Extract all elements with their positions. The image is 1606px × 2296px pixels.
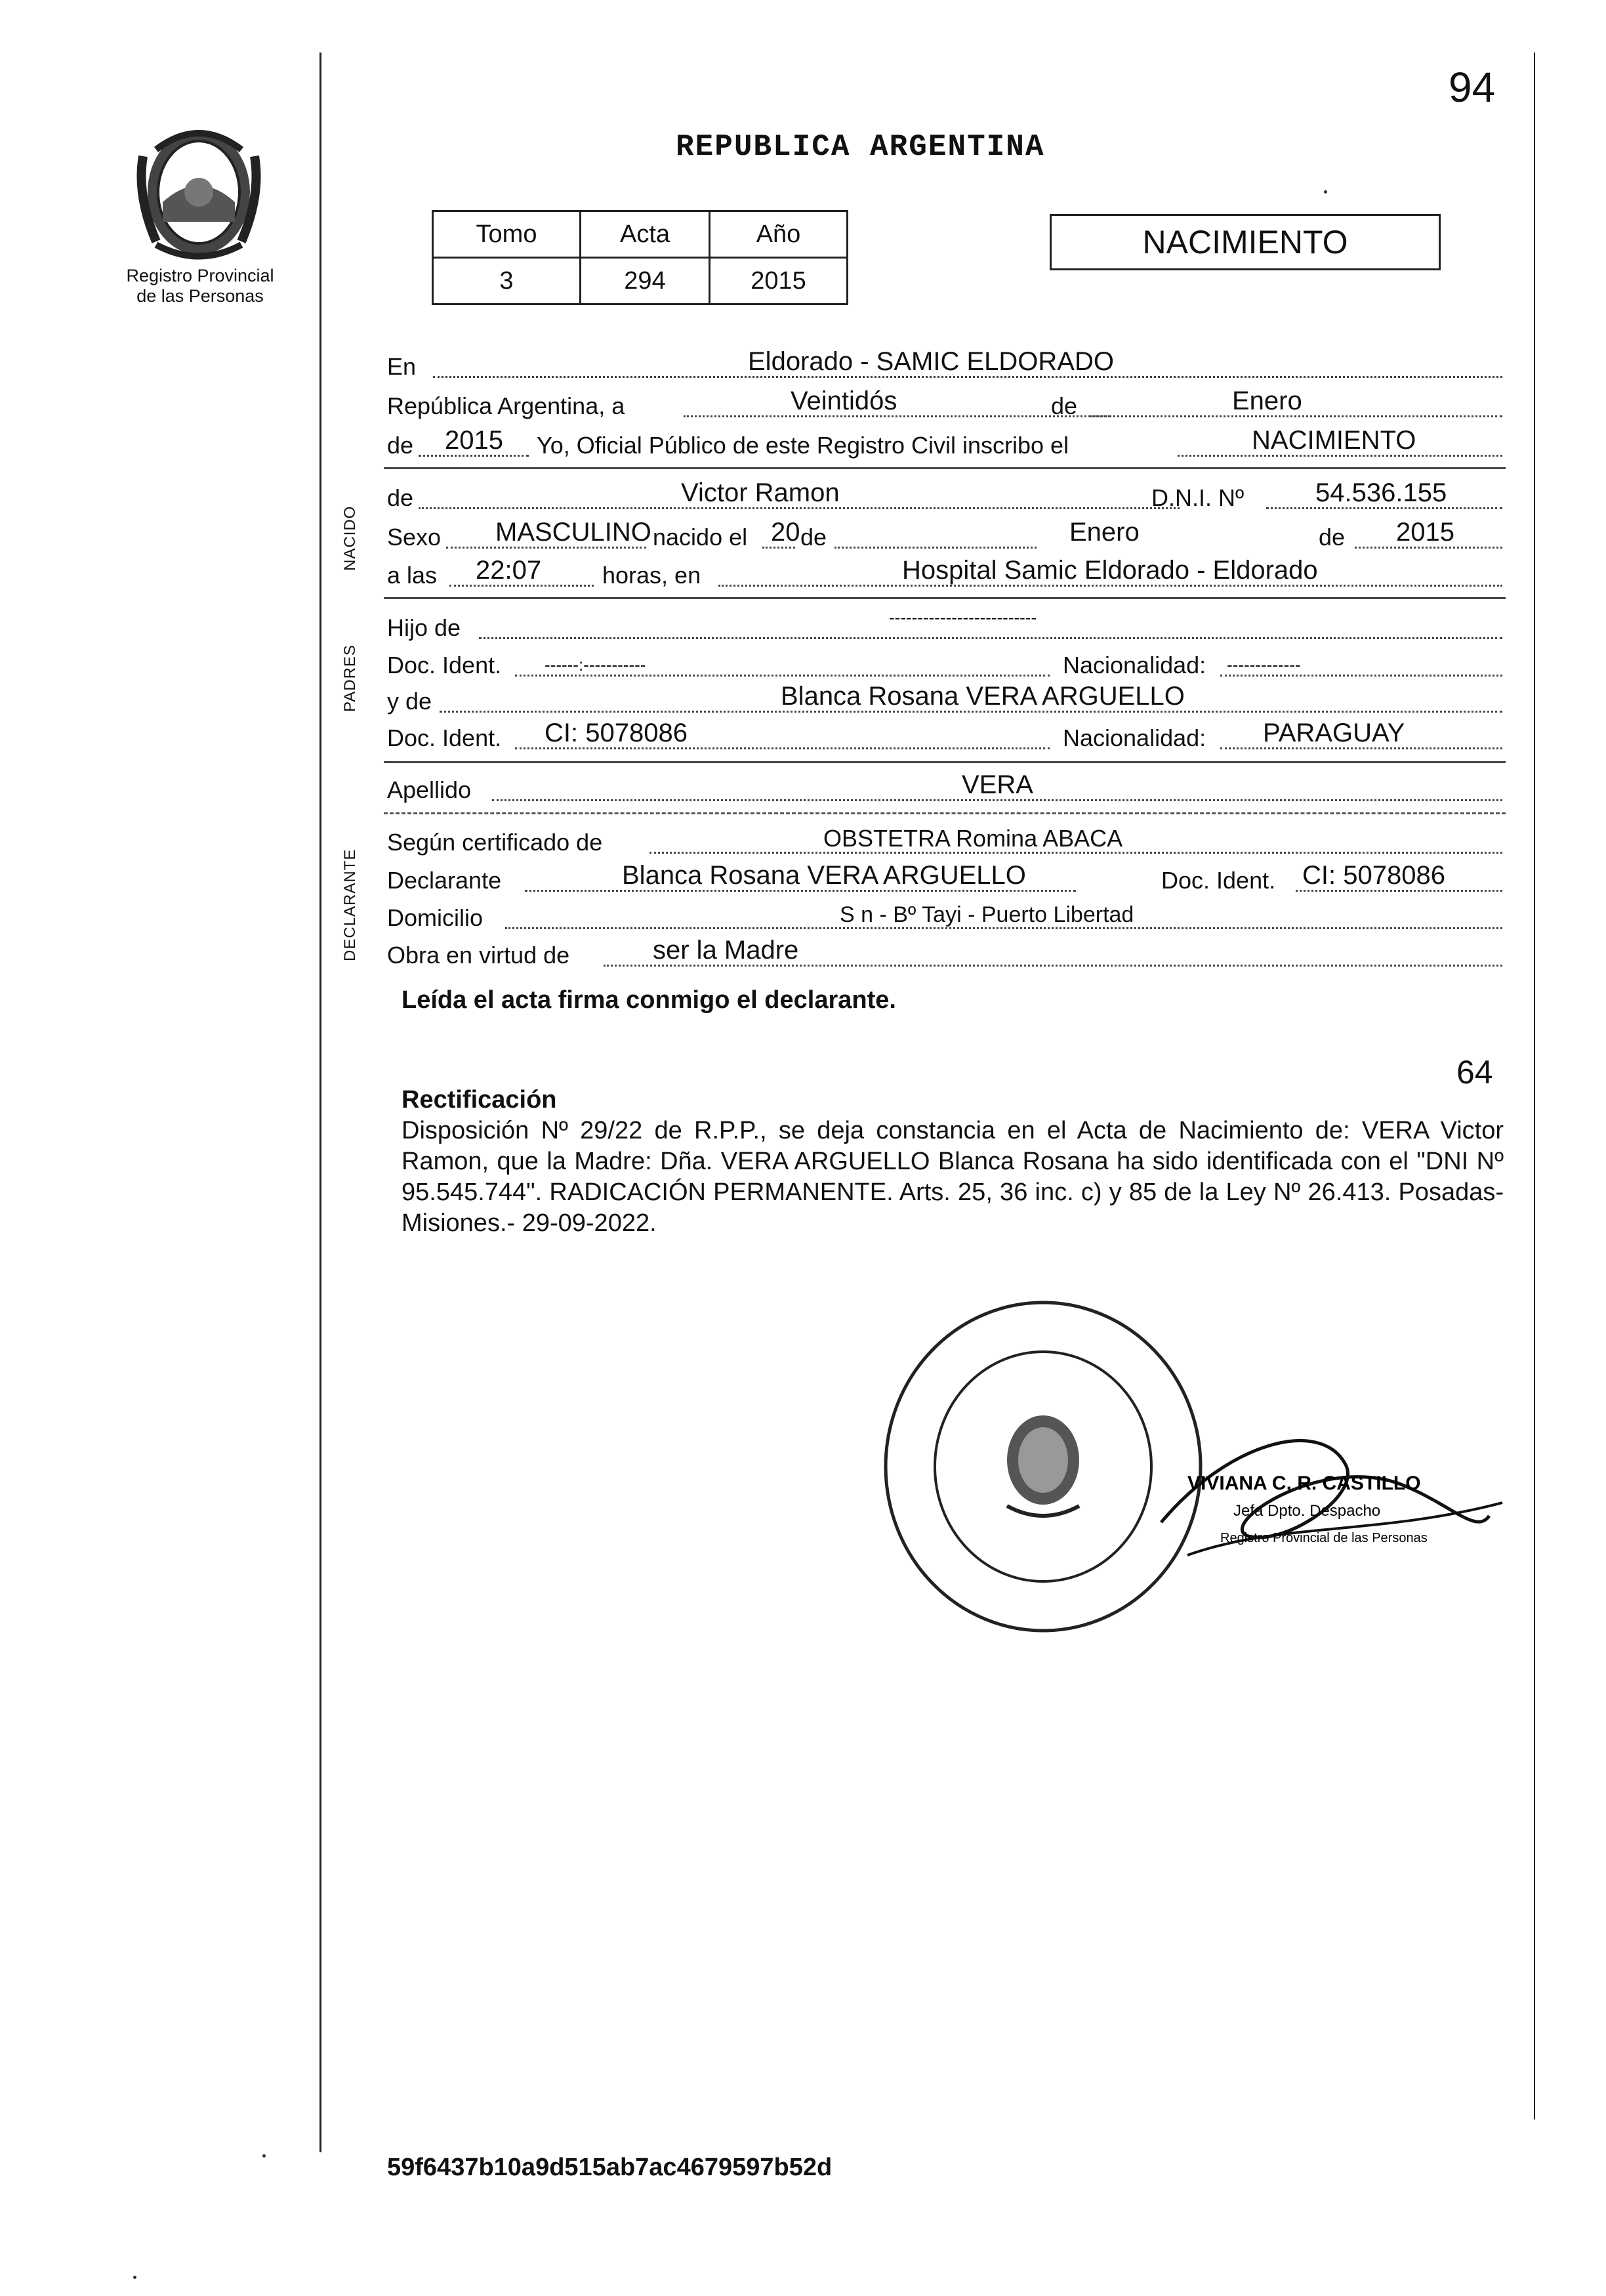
domicilio-value: S n - Bº Tayi - Puerto Libertad (840, 902, 1134, 927)
rectificacion-text: Disposición Nº 29/22 de R.P.P., se deja constancia en el Acta de Nacimiento de: VERA Victor Ramon, que la Madre: Dña. VERA ARGUELLO Blanca Rosana ha sido identificada con el "DNI Nº 95.545.744". RADICACIÓN PERMANENTE. Arts. 25, 36 inc. c) y 85 de la Ley Nº 26.413. Posadas- Misiones.- 29-09-2022. (402, 1117, 1504, 1237)
side-label-nacido: NACIDO (341, 505, 359, 571)
document-type-box: NACIMIENTO (1050, 214, 1441, 270)
table-cell: 294 (581, 258, 710, 304)
label: a las (387, 562, 438, 589)
row-segun (387, 824, 1502, 860)
nac2-value: PARAGUAY (1263, 719, 1405, 747)
label: Domicilio (387, 904, 484, 931)
misiones-seal-icon (117, 110, 281, 274)
label: D.N.I. Nº (1151, 484, 1245, 511)
label: Apellido (387, 776, 472, 803)
table-header: Año (710, 211, 848, 258)
year-value: 2015 (445, 426, 503, 455)
label: Nacionalidad: (1063, 724, 1206, 751)
row-inscribe (387, 427, 1502, 463)
birth-year-value: 2015 (1396, 518, 1454, 547)
label: horas, en (602, 562, 701, 589)
hijo-value: -------------------------- (889, 608, 1037, 627)
label: Sexo (387, 524, 442, 551)
tomo-acta-table (432, 210, 848, 305)
declarante-value: Blanca Rosana VERA ARGUELLO (622, 861, 1026, 890)
month-value: Enero (1232, 386, 1302, 415)
row-doc2 (387, 719, 1502, 756)
certificado-value: OBSTETRA Romina ABACA (823, 825, 1123, 852)
divider (384, 467, 1506, 469)
document-hash: 59f6437b10a9d515ab7ac4679597b52d (387, 2154, 833, 2181)
svg-text:VIVIANA C. R. CASTILLO: VIVIANA C. R. CASTILLO (1187, 1472, 1421, 1494)
rectificacion-number: 64 (1456, 1054, 1493, 1091)
nac1-value: ------------- (1227, 655, 1301, 675)
label: Nacionalidad: (1063, 652, 1206, 678)
side-label-padres: PADRES (341, 644, 359, 712)
decl-doc-value: CI: 5078086 (1302, 861, 1445, 890)
doc2-value: CI: 5078086 (545, 719, 688, 747)
speck (262, 2154, 266, 2158)
label: de (1319, 524, 1346, 551)
label: de (800, 524, 827, 551)
obra-value: ser la Madre (653, 936, 799, 965)
rectificacion-title: Rectificación (402, 1086, 557, 1114)
divider (384, 812, 1506, 814)
label: Doc. Ident. (1161, 867, 1276, 894)
label: República Argentina, a (387, 392, 625, 419)
signature-icon (1148, 1404, 1515, 1601)
label: nacido el (653, 524, 748, 551)
right-border (1534, 52, 1535, 2119)
row-apellido (387, 771, 1502, 808)
row-declarante (387, 862, 1502, 898)
time-value: 22:07 (476, 556, 542, 585)
registro-label: Registro Provincial de las Personas (126, 266, 274, 306)
side-label-declarante: DECLARANTE (341, 848, 359, 961)
table-cell: 3 (433, 258, 581, 304)
label: y de (387, 688, 432, 715)
name-value: Victor Ramon (681, 478, 840, 507)
label: Doc. Ident. (387, 652, 502, 678)
leida-statement: Leída el acta firma conmigo el declarante. (402, 986, 896, 1014)
birth-month-value: Enero (1069, 518, 1140, 547)
speck (1324, 190, 1327, 194)
left-border (319, 52, 321, 2152)
row-hora (387, 556, 1502, 593)
apellido-value: VERA (962, 770, 1033, 799)
row-domicilio (387, 899, 1502, 936)
row-date (387, 387, 1502, 424)
page-number: 94 (1449, 64, 1496, 111)
label: de (1051, 392, 1078, 419)
dni-value: 54.536.155 (1315, 478, 1447, 507)
mother-value: Blanca Rosana VERA ARGUELLO (781, 682, 1185, 711)
speck (133, 2276, 136, 2279)
label: de (387, 484, 414, 511)
label: de (387, 432, 414, 459)
doc1-value: ------:----------- (545, 655, 646, 675)
label: Yo, Oficial Público de este Registro Civil inscribo el (537, 432, 1069, 459)
table-header: Acta (581, 211, 710, 258)
sexo-value: MASCULINO (495, 518, 651, 547)
day-value: Veintidós (791, 386, 897, 415)
row-obra (387, 936, 1502, 973)
dotted-line (834, 547, 1037, 549)
table-header: Tomo (433, 211, 581, 258)
row-sexo (387, 518, 1502, 555)
label: Declarante (387, 867, 502, 894)
table-cell: 2015 (710, 258, 848, 304)
divider (384, 597, 1506, 599)
row-mother (387, 682, 1502, 719)
country-title: REPUBLICA ARGENTINA (676, 130, 1045, 164)
label: Hijo de (387, 614, 461, 641)
row-hijo (387, 609, 1502, 646)
birth-day-value: 20 (771, 518, 800, 547)
svg-text:Jefa Dpto. Despacho: Jefa Dpto. Despacho (1233, 1502, 1381, 1520)
label: En (387, 353, 417, 380)
divider (384, 761, 1506, 763)
inscribe-value: NACIMIENTO (1252, 426, 1416, 455)
hospital-value: Hospital Samic Eldorado - Eldorado (902, 556, 1318, 585)
svg-text:Registro Provincial de las Per: Registro Provincial de las Personas (1220, 1531, 1428, 1545)
row-place (387, 348, 1502, 385)
place-value: Eldorado - SAMIC ELDORADO (748, 347, 1114, 376)
label: Doc. Ident. (387, 724, 502, 751)
label: Según certificado de (387, 829, 603, 856)
row-doc1 (387, 646, 1502, 683)
row-name (387, 479, 1502, 516)
label: Obra en virtud de (387, 942, 570, 969)
